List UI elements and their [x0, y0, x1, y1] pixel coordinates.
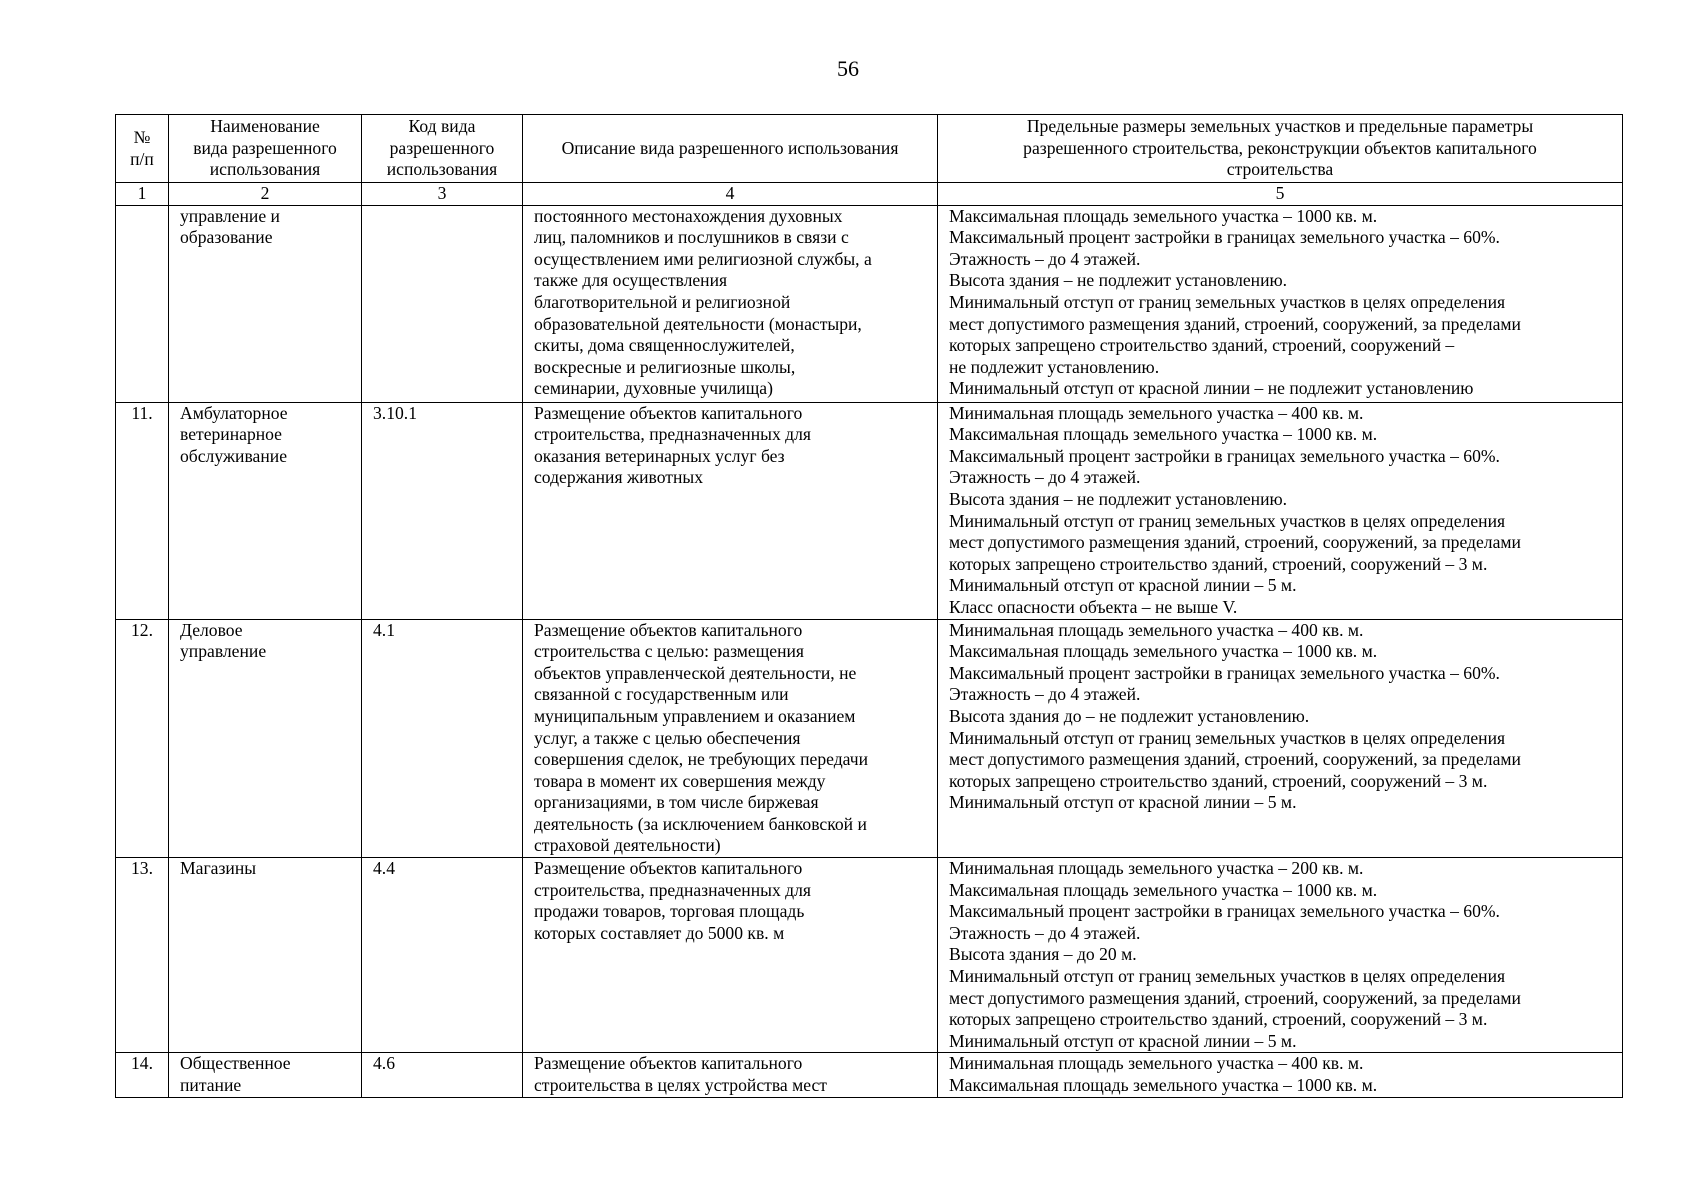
use-description: Размещение объектов капитального строительства с целью: размещения объектов управленческой деятельности, не связанной с государственным или муниципальным управлением и оказанием услуг, а также с целью обеспечения совершения сделок, не требующих передачи товара в момент их совершения между организациями, в том числе биржевая деятельность (за исключением банковской и страховой деятельности) — [523, 619, 938, 858]
column-number: 4 — [523, 183, 938, 206]
row-number: 14. — [116, 1053, 169, 1097]
use-code: 4.1 — [362, 619, 523, 858]
row-number: 12. — [116, 619, 169, 858]
limit-parameters: Минимальная площадь земельного участка – 400 кв. м. Максимальная площадь земельного участка – 1000 кв. м. Максимальный процент застройки в границах земельного участка – 60%. Этажность – до 4 этажей. Высота здания до – не подлежит установлению. Минимальный отступ от границ земельных участков в целях определения мест допустимого размещения зданий, строений, сооружений, за пределами которых запрещено строительство зданий, строений, сооружений – 3 м. Минимальный отступ от красной линии – 5 м. — [938, 619, 1623, 858]
header-number: № п/п — [116, 115, 169, 183]
use-code: 4.4 — [362, 858, 523, 1053]
header-limit-parameters: Предельные размеры земельных участков и предельные параметры разрешенного строительства, реконструкции объектов капитального строительства — [938, 115, 1623, 183]
limit-parameters: Минимальная площадь земельного участка – 400 кв. м. Максимальная площадь земельного участка – 1000 кв. м. Максимальный процент застройки в границах земельного участка – 60%. Этажность – до 4 этажей. Высота здания – не подлежит установлению. Минимальный отступ от границ земельных участков в целях определения мест допустимого размещения зданий, строений, сооружений, за пределами которых запрещено строительство зданий, строений, сооружений – 3 м. Минимальный отступ от красной линии – 5 м. Класс опасности объекта – не выше V. — [938, 402, 1623, 619]
limit-parameters: Максимальная площадь земельного участка – 1000 кв. м. Максимальный процент застройки в границах земельного участка – 60%. Этажность – до 4 этажей. Высота здания – не подлежит установлению. Минимальный отступ от границ земельных участков в целях определения мест допустимого размещения зданий, строений, сооружений, за пределами которых запрещено строительство зданий, строений, сооружений – не подлежит установлению. Минимальный отступ от красной линии – не подлежит установлению — [938, 205, 1623, 402]
limit-parameters: Минимальная площадь земельного участка – 400 кв. м. Максимальная площадь земельного участка – 1000 кв. м. — [938, 1053, 1623, 1097]
table-row — [116, 1053, 1623, 1097]
table-row — [116, 619, 1623, 858]
row-number: 13. — [116, 858, 169, 1053]
table-row — [116, 402, 1623, 619]
table-header-row — [116, 115, 1623, 183]
column-number: 3 — [362, 183, 523, 206]
use-name: Амбулаторное ветеринарное обслуживание — [169, 402, 362, 619]
use-description: постоянного местонахождения духовных лиц, паломников и послушников в связи с осуществлением ими религиозной службы, а также для осуществления благотворительной и религиозной образовательной деятельности (монастыри, скиты, дома священнослужителей, воскресные и религиозные школы, семинарии, духовные училища) — [523, 205, 938, 402]
row-number — [116, 205, 169, 402]
column-number: 2 — [169, 183, 362, 206]
header-use-code: Код вида разрешенного использования — [362, 115, 523, 183]
use-name: Деловое управление — [169, 619, 362, 858]
column-number: 1 — [116, 183, 169, 206]
page-number: 56 — [837, 56, 859, 81]
header-use-name: Наименование вида разрешенного использования — [169, 115, 362, 183]
use-code: 3.10.1 — [362, 402, 523, 619]
use-code — [362, 205, 523, 402]
table-row — [116, 205, 1623, 402]
use-description: Размещение объектов капитального строительства в целях устройства мест — [523, 1053, 938, 1097]
column-number: 5 — [938, 183, 1623, 206]
limit-parameters: Минимальная площадь земельного участка – 200 кв. м. Максимальная площадь земельного участка – 1000 кв. м. Максимальный процент застройки в границах земельного участка – 60%. Этажность – до 4 этажей. Высота здания – до 20 м. Минимальный отступ от границ земельных участков в целях определения мест допустимого размещения зданий, строений, сооружений, за пределами которых запрещено строительство зданий, строений, сооружений – 3 м. Минимальный отступ от красной линии – 5 м. — [938, 858, 1623, 1053]
header-use-description: Описание вида разрешенного использования — [523, 115, 938, 183]
table-row — [116, 858, 1623, 1053]
land-use-regulations-table — [115, 114, 1623, 1098]
use-name: Магазины — [169, 858, 362, 1053]
use-name: управление и образование — [169, 205, 362, 402]
use-description: Размещение объектов капитального строительства, предназначенных для продажи товаров, торговая площадь которых составляет до 5000 кв. м — [523, 858, 938, 1053]
use-description: Размещение объектов капитального строительства, предназначенных для оказания ветеринарных услуг без содержания животных — [523, 402, 938, 619]
use-code: 4.6 — [362, 1053, 523, 1097]
row-number: 11. — [116, 402, 169, 619]
use-name: Общественное питание — [169, 1053, 362, 1097]
column-number-row — [116, 183, 1623, 206]
